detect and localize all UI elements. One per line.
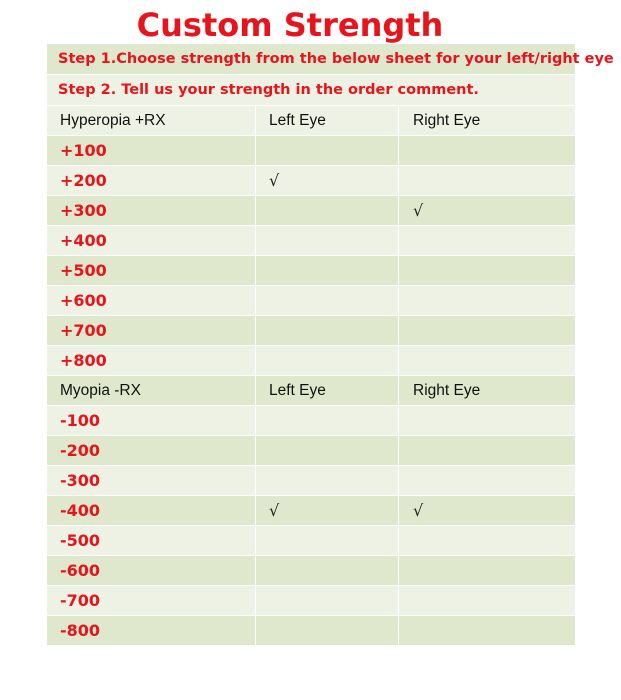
strength-value[interactable]: -400	[47, 496, 256, 525]
left-eye-header: Left Eye	[256, 106, 399, 135]
left-eye-cell[interactable]	[256, 316, 399, 345]
step-2-instruction: Step 2. Tell us your strength in the order comment.	[47, 75, 575, 106]
left-eye-cell[interactable]	[256, 556, 399, 585]
right-eye-cell[interactable]	[399, 556, 575, 585]
table-row	[47, 406, 575, 436]
left-eye-cell[interactable]	[256, 346, 399, 375]
table-row	[47, 466, 575, 496]
myopia-header-label: Myopia -RX	[47, 376, 256, 405]
left-eye-cell[interactable]	[256, 226, 399, 255]
table-row	[47, 316, 575, 346]
strength-value[interactable]: -100	[47, 406, 256, 435]
right-eye-cell[interactable]: √	[413, 501, 424, 520]
strength-value[interactable]: -500	[47, 526, 256, 555]
strength-value[interactable]: -800	[47, 616, 256, 645]
table-row	[47, 286, 575, 316]
strength-value[interactable]: +800	[47, 346, 256, 375]
table-row	[47, 496, 575, 526]
left-eye-cell[interactable]	[256, 466, 399, 495]
right-eye-cell[interactable]	[399, 616, 575, 645]
hyperopia-header-label: Hyperopia +RX	[47, 106, 256, 135]
right-eye-cell[interactable]	[399, 256, 575, 285]
right-eye-cell[interactable]: √	[413, 201, 424, 220]
table-row	[47, 586, 575, 616]
strength-value[interactable]: +300	[47, 196, 256, 225]
left-eye-cell[interactable]	[256, 196, 399, 225]
left-eye-cell[interactable]	[256, 406, 399, 435]
left-eye-cell[interactable]	[256, 526, 399, 555]
right-eye-cell[interactable]	[399, 226, 575, 255]
right-eye-cell[interactable]	[399, 586, 575, 615]
right-eye-cell[interactable]	[399, 526, 575, 555]
myopia-rows	[47, 406, 575, 646]
left-eye-cell[interactable]	[256, 256, 399, 285]
right-eye-header: Right Eye	[413, 111, 481, 129]
table-row	[47, 556, 575, 586]
right-eye-header: Right Eye	[413, 381, 481, 399]
strength-sheet	[47, 44, 614, 646]
table-row	[47, 346, 575, 376]
strength-value[interactable]: +100	[47, 136, 256, 165]
left-eye-cell[interactable]	[256, 586, 399, 615]
myopia-header-row	[47, 376, 575, 406]
right-eye-cell[interactable]	[399, 346, 575, 375]
table-row	[47, 226, 575, 256]
strength-value[interactable]: +600	[47, 286, 256, 315]
hyperopia-header-row	[47, 106, 575, 136]
strength-value[interactable]: +400	[47, 226, 256, 255]
table-row	[47, 616, 575, 646]
left-eye-cell[interactable]	[256, 286, 399, 315]
right-eye-cell[interactable]	[399, 166, 575, 195]
strength-value[interactable]: +700	[47, 316, 256, 345]
page-title: Custom Strength	[136, 6, 444, 44]
left-eye-cell[interactable]	[256, 436, 399, 465]
right-eye-cell[interactable]	[399, 136, 575, 165]
left-eye-header: Left Eye	[256, 376, 399, 405]
strength-value[interactable]: +200	[47, 166, 256, 195]
left-eye-cell[interactable]: √	[256, 166, 399, 195]
strength-value[interactable]: -300	[47, 466, 256, 495]
right-eye-cell[interactable]	[399, 466, 575, 495]
right-eye-cell[interactable]	[399, 286, 575, 315]
table-row	[47, 526, 575, 556]
table-row	[47, 256, 575, 286]
left-eye-cell[interactable]	[256, 136, 399, 165]
step-1-instruction: Step 1.Choose strength from the below sheet for your left/right eye	[47, 44, 575, 75]
right-eye-cell[interactable]	[399, 406, 575, 435]
strength-value[interactable]: +500	[47, 256, 256, 285]
left-eye-cell[interactable]	[256, 616, 399, 645]
table-row	[47, 136, 575, 166]
strength-value[interactable]: -600	[47, 556, 256, 585]
hyperopia-rows	[47, 136, 575, 376]
table-row	[47, 166, 575, 196]
right-eye-cell[interactable]	[399, 316, 575, 345]
left-eye-cell[interactable]: √	[256, 496, 399, 525]
table-row	[47, 436, 575, 466]
strength-value[interactable]: -200	[47, 436, 256, 465]
right-eye-cell[interactable]	[399, 436, 575, 465]
table-row	[47, 196, 575, 226]
strength-value[interactable]: -700	[47, 586, 256, 615]
